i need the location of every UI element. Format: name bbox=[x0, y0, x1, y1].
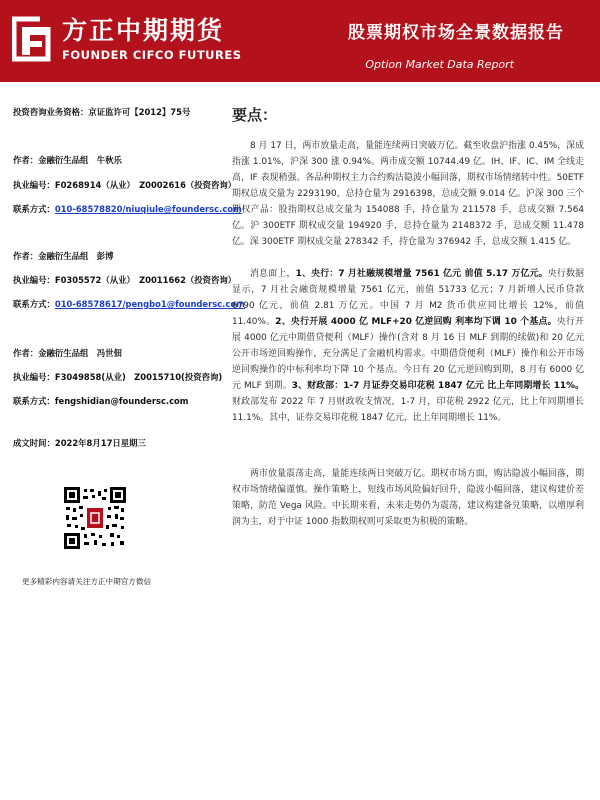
author-3: 作者：金融衍生品组 冯世佃 bbox=[13, 348, 122, 358]
qualification: 投资咨询业务资格：京证监许可【2012】75号 bbox=[13, 107, 191, 117]
license-3: 执业编号：F3049858(从业) Z0015710(投资咨询) bbox=[13, 372, 223, 382]
news-headline-3: 3、财政部：1-7 月证券交易印花税 1847 亿元 比上年同期增长 11%。 bbox=[291, 381, 584, 391]
license-2: 执业编号：F0305572（从业） Z0011662（投资咨询） bbox=[13, 275, 237, 285]
contact-2 bbox=[13, 298, 245, 310]
contact-label: 联系方式： bbox=[13, 396, 55, 406]
publish-date: 成文时间：2022年8月17日星期三 bbox=[13, 438, 146, 448]
contact-link-1[interactable]: 010-68578820/niuqiule@foundersc.com bbox=[54, 204, 242, 214]
news-intro: 消息面上， bbox=[250, 269, 296, 279]
report-title: 股票期权市场全景数据报告 bbox=[348, 23, 564, 43]
news-headline-2: 2、央行开展 4000 亿 MLF+20 亿逆回购 利率均下调 10 个基点。 bbox=[275, 317, 557, 327]
news-body-2: 央行开展 4000 亿元中期借贷便利（MLF）操作(含对 8 月 16 日 MLF 到期的续做)和 20 亿元公开市场逆回购操作，充分满足了金融机构需求。中期借贷便利（MLF）操作和公开市场逆回购操作的中标利率均下降 10 个基点。今日有 20 亿元逆回购到期，8 月有 6000 亿元 MLF 到期。 bbox=[232, 317, 585, 391]
contact-3 bbox=[13, 395, 189, 407]
author-2: 作者：金融衍生品组 彭博 bbox=[13, 251, 114, 261]
news-headline-1: 1、央行：7 月社融规模增量 7561 亿元 前值 5.17 万亿元。 bbox=[295, 269, 548, 279]
contact-label: 联系方式： bbox=[13, 299, 55, 309]
author-1: 作者：金融衍生品组 牛秋乐 bbox=[13, 155, 122, 165]
brand-name-en: FOUNDER CIFCO FUTURES bbox=[62, 48, 242, 62]
contact-label: 联系方式： bbox=[13, 204, 55, 214]
summary-paragraph-1: 8 月 17 日，两市放量走高，量能连续两日突破万亿。截至收盘沪指涨 0.45%，深成指涨 1.01%，沪深 300 涨 0.94%。两市成交额 10744.49 亿。IH、IF、IC、IM 全线走高，IF 表现稍强。各品种期权主力合约购沽隐波小幅回落，期权市场情绪转中性。50ETF 期权总成交量为 2293190，总持仓量为 2916398，总成交额 9.014 亿。沪深 300 三个期权产品：股指期权总成交量为 154088 手，持仓量为 211578 手，总成交额 7.564 亿。沪 300ETF 期权成交量 194920 手，总持仓量为 2148372 手，总成交额 11.478 亿。深 300ETF 期权成交量 278342 手，持仓量为 376942 手，总成交额 1.415 亿。 bbox=[232, 141, 584, 247]
summary-title: 要点： bbox=[232, 106, 278, 124]
contact-1 bbox=[13, 203, 242, 215]
summary-paragraph-3: 两市放量震荡走高，量能连续两日突破万亿。期权市场方面，购沽隐波小幅回落，期权市场情绪偏谨慎。操作策略上，短线市场风险偏好回升，隐波小幅回落，建议构建价差策略，防范 Vega 风险。中长期来看，未来走势仍为震荡，建议构建备兑策略，以增厚利润为主，对于中证 1000 指数期权则可采取更为积极的策略。 bbox=[232, 469, 584, 527]
qr-code-icon[interactable] bbox=[64, 487, 126, 549]
news-body-3: 财政部发布 2022 年 7 月财政收支情况，1-7 月，印花税 2922 亿元，比上年同期增长 11.1%。其中，证券交易印花税 1847 亿元，比上年同期增长 11%。 bbox=[232, 397, 584, 423]
contact-link-2[interactable]: 010-68578617/pengbo1@foundersc.com bbox=[54, 299, 245, 309]
license-1: 执业编号：F0268914（从业） Z0002616（投资咨询） bbox=[13, 180, 237, 190]
report-subtitle: Option Market Data Report bbox=[365, 58, 514, 71]
brand-name-cn: 方正中期期货 bbox=[62, 16, 225, 45]
summary-paragraph-2 bbox=[232, 266, 584, 426]
qr-caption: 更多精彩内容请关注方正中期官方微信 bbox=[22, 577, 152, 586]
founder-logo-icon bbox=[12, 15, 52, 63]
report-header bbox=[0, 0, 600, 82]
contact-email-3: fengshidian@foundersc.com bbox=[54, 396, 189, 406]
news-body-1: 央行数据显示，7 月社会融资规模增量 7561 亿元，前值 51733 亿元；7 月新增人民币贷款 6790 亿元，前值 2.81 万亿元。中国 7 月 M2 货币供应同比增长 12%，前值 11.40%。 bbox=[232, 269, 585, 327]
